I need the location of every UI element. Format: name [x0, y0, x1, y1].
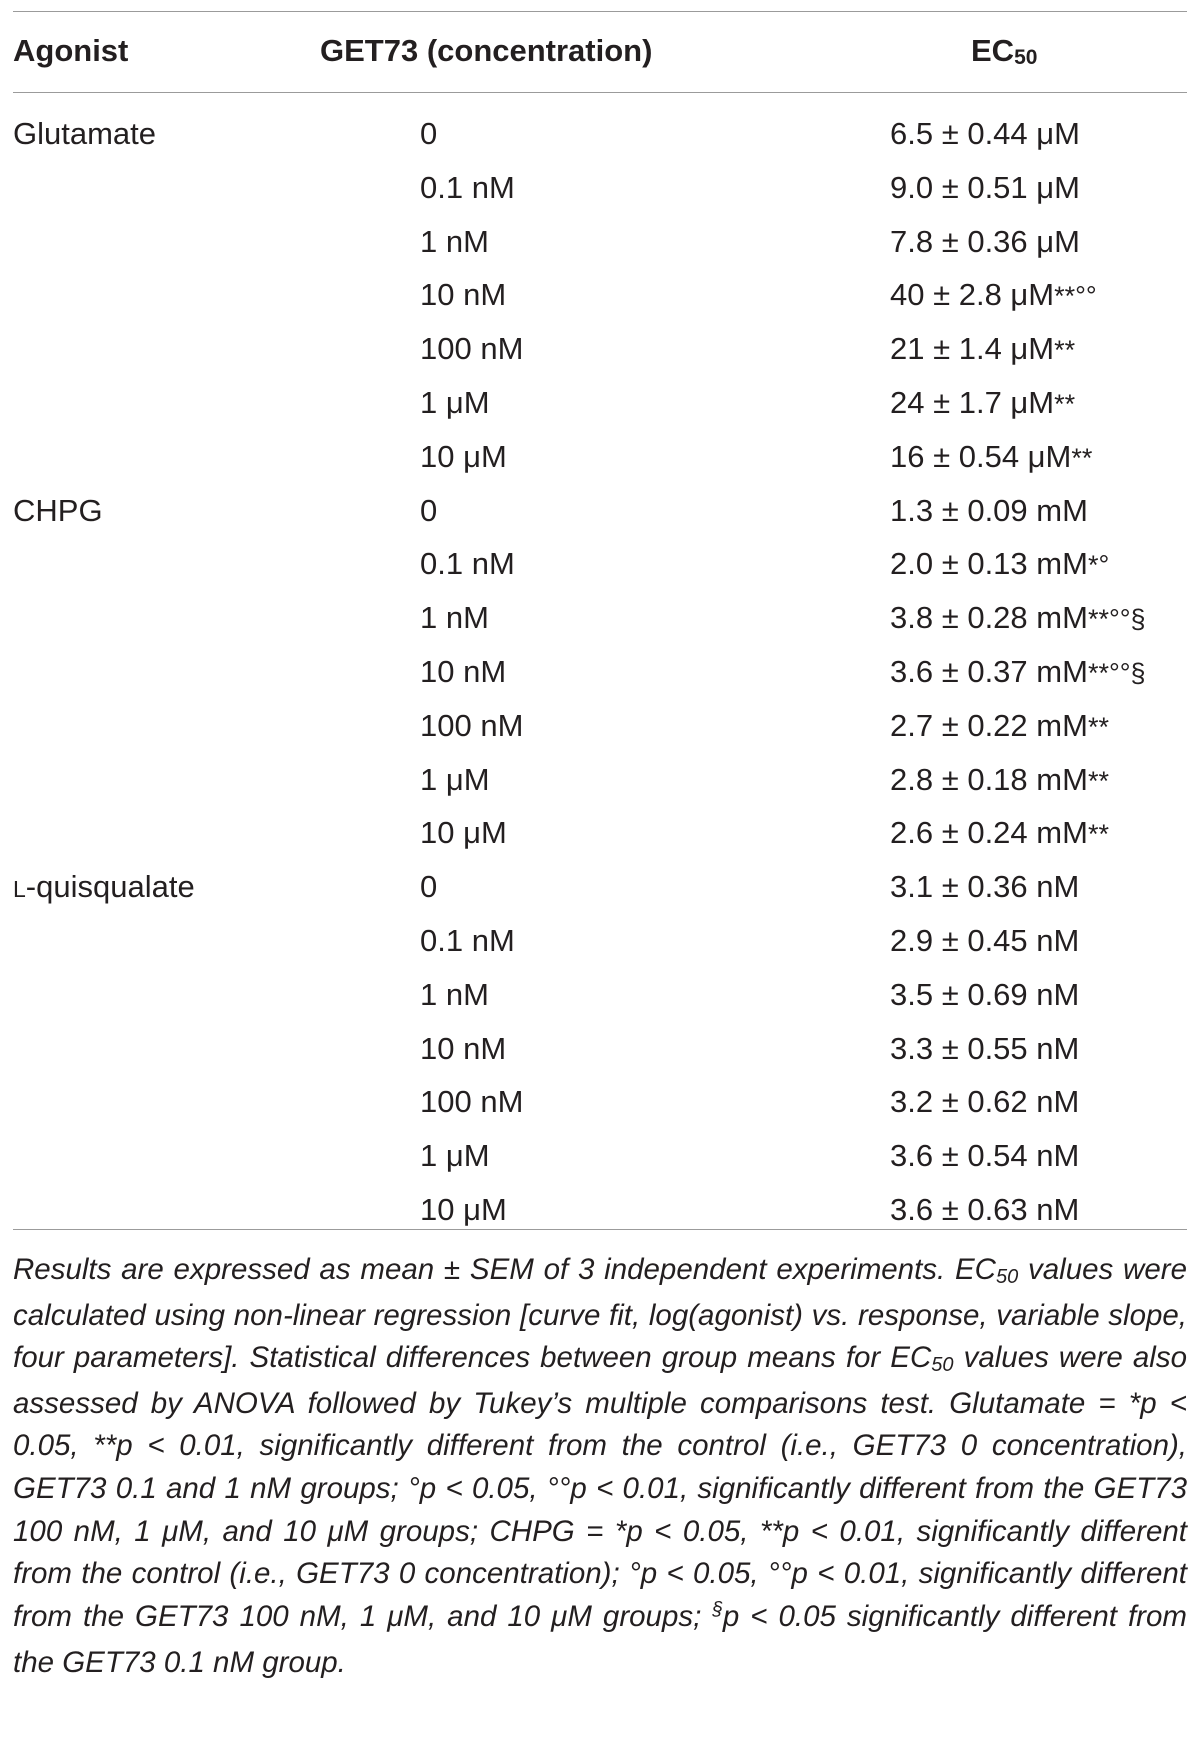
ec50-cell	[890, 430, 1092, 485]
agonist-cell: Glutamate	[13, 116, 157, 151]
table-row	[0, 645, 1200, 699]
table-row	[0, 591, 1200, 645]
ec50-value: 3.5 ± 0.69 nM	[890, 976, 1080, 1012]
ec50-cell	[890, 645, 1146, 700]
significance-marker: **	[1054, 389, 1076, 419]
significance-marker: **	[1087, 765, 1109, 796]
concentration-cell: 100 nM	[420, 331, 524, 367]
ec50-value: 3.1 ± 0.36 nM	[890, 869, 1080, 905]
footnote-part-1: Results are expressed as mean ± SEM of 3 independent experiments. EC	[13, 1253, 996, 1286]
concentration-cell: 0	[420, 492, 438, 528]
ec50-value: 1.3 ± 0.09 mM	[890, 492, 1088, 528]
ec50-cell	[890, 107, 1080, 161]
concentration-cell: 1 μM	[420, 761, 490, 797]
ec50-value: 3.6 ± 0.37 mM	[890, 654, 1088, 689]
ec50-cell	[890, 268, 1097, 323]
concentration-cell: 1 μM	[420, 385, 490, 420]
table-row	[0, 322, 1200, 376]
agonist-cell	[13, 860, 195, 916]
ec50-value: 6.5 ± 0.44 μM	[890, 116, 1080, 151]
ec50-value: 3.3 ± 0.55 nM	[890, 1030, 1080, 1066]
ec50-cell	[890, 1075, 1079, 1129]
header-ec50-main: EC	[971, 33, 1015, 68]
significance-marker: **°°§	[1087, 604, 1146, 635]
ec50-cell	[890, 914, 1079, 968]
concentration-cell: 0.1 nM	[420, 546, 515, 582]
concentration-cell: 0.1 nM	[420, 169, 515, 205]
agonist-prefix: L	[13, 876, 26, 903]
table-row	[0, 753, 1200, 807]
ec50-value: 21 ± 1.4 μM	[890, 331, 1055, 367]
concentration-cell: 10 nM	[420, 1030, 507, 1066]
ec50-value: 2.6 ± 0.24 mM	[890, 815, 1088, 851]
concentration-cell: 0.1 nM	[420, 923, 515, 958]
table-row	[0, 376, 1200, 430]
ec50-value: 3.2 ± 0.62 nM	[890, 1084, 1080, 1120]
ec50-value: 40 ± 2.8 μM	[890, 277, 1055, 313]
ec50-cell	[890, 537, 1109, 592]
ec50-value: 3.6 ± 0.63 nM	[890, 1192, 1080, 1227]
ec50-value: 16 ± 0.54 μM	[890, 438, 1072, 474]
table-row	[0, 1075, 1200, 1129]
table-row	[0, 161, 1200, 215]
concentration-cell: 1 nM	[420, 976, 489, 1012]
table-row	[0, 430, 1200, 484]
concentration-cell: 10 μM	[420, 815, 507, 851]
footnote-section-sign: §	[712, 1598, 723, 1620]
ec50-cell	[890, 753, 1109, 808]
header-ec50-sub: 50	[1014, 46, 1038, 69]
concentration-cell: 10 μM	[420, 1192, 507, 1227]
significance-marker: **°°§	[1087, 658, 1146, 688]
ec50-value: 2.0 ± 0.13 mM	[890, 546, 1088, 582]
agonist-cell: CHPG	[13, 492, 103, 528]
footnote-sub-2: 50	[931, 1354, 954, 1377]
ec50-value: 2.9 ± 0.45 nM	[890, 923, 1080, 958]
ec50-cell	[890, 699, 1109, 754]
table-footnote	[13, 1249, 1187, 1685]
header-ec50	[971, 30, 1037, 76]
significance-marker: **	[1087, 711, 1109, 742]
table-row	[0, 806, 1200, 860]
table-bottom-rule	[13, 1229, 1187, 1230]
agonist-name-rest: -quisqualate	[25, 869, 195, 905]
concentration-cell: 10 μM	[420, 438, 507, 474]
ec50-cell	[890, 161, 1080, 215]
ec50-value: 2.7 ± 0.22 mM	[890, 707, 1088, 743]
footnote-part-2: values were calculated using non-linear regression [curve fit, log(agonist) vs. response, variable slope, four parameters]. Statistical differences between group means for EC	[13, 1253, 1187, 1375]
table-top-rule	[13, 11, 1187, 12]
concentration-cell: 0	[420, 869, 438, 905]
ec50-cell	[890, 376, 1075, 431]
ec50-value: 24 ± 1.7 μM	[890, 385, 1055, 420]
ec50-value: 3.8 ± 0.28 mM	[890, 600, 1088, 636]
table-row	[0, 268, 1200, 322]
concentration-cell: 0	[420, 116, 438, 151]
concentration-cell: 10 nM	[420, 277, 507, 313]
table-row	[0, 537, 1200, 591]
ec50-cell	[890, 1129, 1079, 1183]
header-agonist: Agonist	[13, 33, 129, 68]
ec50-cell	[890, 215, 1080, 269]
table-row	[0, 1022, 1200, 1076]
ec50-cell	[890, 860, 1079, 914]
significance-marker: **	[1087, 819, 1109, 850]
ec50-value: 3.6 ± 0.54 nM	[890, 1138, 1080, 1174]
footnote-sub-1: 50	[995, 1266, 1019, 1288]
ec50-cell	[890, 806, 1109, 861]
ec50-value: 9.0 ± 0.51 μM	[890, 169, 1080, 205]
concentration-cell: 10 nM	[420, 654, 507, 689]
ec50-cell	[890, 484, 1088, 538]
footnote-part-4: p < 0.05 significantly different from the GET73 0.1 nM group.	[13, 1599, 1187, 1680]
table-row	[0, 107, 1200, 161]
significance-marker: **°°	[1054, 281, 1097, 312]
footnote-part-3: values were also assessed by ANOVA followed by Tukey’s multiple comparisons test. Glutamate = *p < 0.05, **p < 0.01, significantly different from the control (i.e., GET73 0 concentration), GET73 0.1 and 1 nM groups; °p < 0.05, °°p < 0.01, significantly different from the GET73 100 nM, 1 μM, and 10 μM groups; CHPG = *p < 0.05, **p < 0.01, significantly different from the control (i.e., GET73 0 concentration); °p < 0.05, °°p < 0.01, significantly different from the GET73 100 nM, 1 μM, and 10 μM groups;	[13, 1341, 1188, 1633]
table-row	[0, 914, 1200, 968]
concentration-cell: 100 nM	[420, 707, 524, 743]
significance-marker: **	[1054, 335, 1076, 366]
table-row	[0, 1129, 1200, 1183]
table-row	[0, 484, 1200, 538]
concentration-cell: 1 nM	[420, 600, 489, 636]
concentration-cell: 1 nM	[420, 223, 489, 259]
ec50-cell	[890, 591, 1146, 646]
significance-marker: *°	[1087, 550, 1110, 581]
concentration-cell: 1 μM	[420, 1138, 490, 1174]
concentration-cell: 100 nM	[420, 1084, 524, 1120]
table-row	[0, 968, 1200, 1022]
ec50-value: 2.8 ± 0.18 mM	[890, 761, 1088, 797]
table-row	[0, 215, 1200, 269]
ec50-cell	[890, 1022, 1079, 1076]
ec50-cell	[890, 968, 1079, 1022]
table-row	[0, 699, 1200, 753]
ec50-value: 7.8 ± 0.36 μM	[890, 223, 1080, 259]
table-header-rule	[13, 92, 1187, 93]
significance-marker: **	[1071, 442, 1093, 473]
header-concentration: GET73 (concentration)	[320, 33, 653, 68]
table-row	[0, 860, 1200, 914]
ec50-cell	[890, 322, 1075, 377]
